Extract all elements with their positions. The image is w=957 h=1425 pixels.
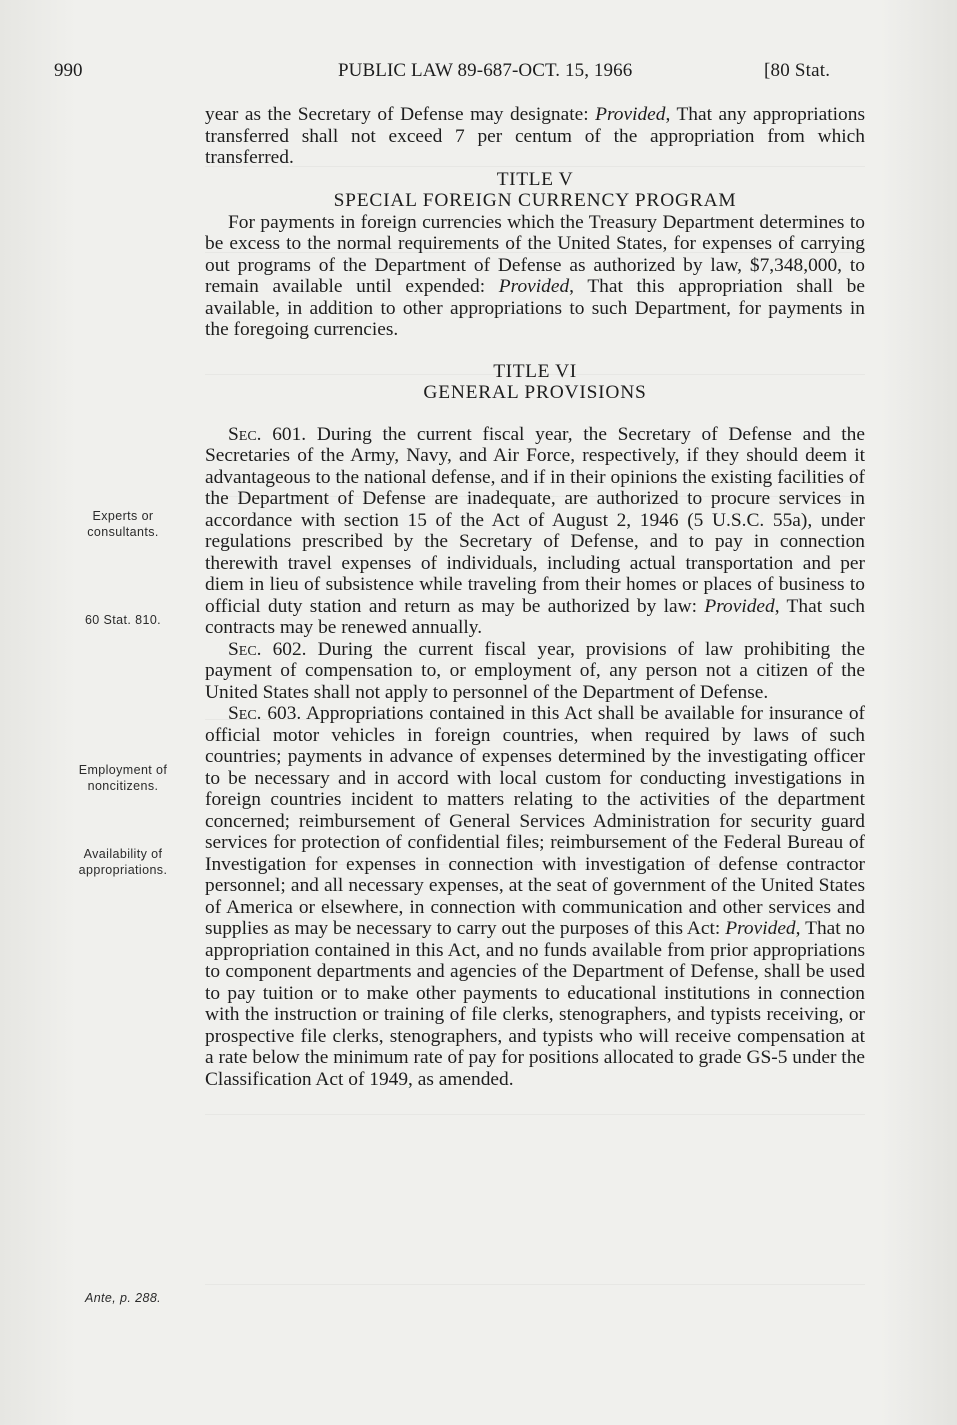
- margin-note-experts: Experts or consultants.: [87, 509, 159, 539]
- statute-reference: [80 Stat.: [764, 60, 831, 81]
- section-602-label: Sec. 602.: [228, 638, 307, 660]
- title-vi-heading: GENERAL PROVISIONS: [423, 382, 647, 403]
- section-603: Sec. 603. Appropriations contained in this Act shall be available for insurance of official motor vehicles in foreign countries, when required by laws of such countries; payments in advance of expenses determined by the investigating officer to be necessary and in accord with local custom for conducting investigations in foreign countries incident to matters relating to the activities of the department concerned; reimbursement of General Services Administration for security guard services for protection of confidential files; reimbursement of the Federal Bureau of Investigation for expenses in connection with investigation of defense contractor personnel; and all necessary expenses, at the seat of government of the United States of America or elsewhere, in connection with communication and other services and supplies as may be necessary to carry out the purposes of this Act: Provided, That no appropriation contained in this Act, and no funds available from prior appropriations to component departments and agencies of the Department of Defense, shall be used to pay tuition or to make other payments to educational institutions in connection with the instruction or training of file clerks, stenographers, and typists receiving, or prospective file clerks, stenographers, and typists who will receive compensation at a rate below the minimum rate of pay for positions allocated to grade GS-5 under the Classification Act of 1949, as amended.: [205, 703, 866, 1090]
- page-number: 990: [54, 60, 83, 81]
- page-header: [0, 60, 957, 90]
- continuation-paragraph: year as the Secretary of Defense may designate: Provided, That any appropriations transferred shall not exceed 7 per centum of the appropriation from which transferred.: [205, 104, 865, 168]
- body-text: [205, 104, 865, 1090]
- margin-note-availability: Availability of appropriations.: [78, 847, 168, 877]
- title-vi-number: TITLE VI: [493, 360, 577, 382]
- title-v-heading: SPECIAL FOREIGN CURRENCY PROGRAM: [333, 190, 737, 211]
- section-601: Sec. 601. During the current fiscal year, the Secretary of Defense and the Secretaries of the Army, Navy, and Air Force, respectively, if they should deem it advantageous to the national defense, and if in their opinions the existing facilities of the Department of Defense are inadequate, are authorized to procure services in accordance with section 15 of the Act of August 2, 1946 (5 U.S.C. 55a), under regulations prescribed by the Secretary of Defense, and to pay in connection therewith travel expenses of individuals, including actual transportation and per diem in lieu of subsistence while traveling from their homes or places of business to official duty station and return as may be authorized by law: Provided, That such contracts may be renewed annually.: [205, 423, 865, 638]
- margin-note-employment: Employment of noncitizens.: [78, 763, 168, 793]
- running-head: PUBLIC LAW 89-687-OCT. 15, 1966: [338, 60, 633, 81]
- title-v-number: TITLE V: [496, 168, 574, 190]
- margin-note-stat-810: 60 Stat. 810.: [84, 613, 162, 627]
- section-602: Sec. 602. During the current fiscal year, provisions of law prohibiting the payment of compensation to, or employment of, any person not a citizen of the United States shall not apply to personnel of the Department of Defense.: [205, 638, 865, 703]
- section-603-label: Sec. 603.: [228, 703, 302, 724]
- title-v-paragraph: For payments in foreign currencies which the Treasury Department determines to be excess to the normal requirements of the United States, for expenses of carrying out programs of the Department of Defense as authorized by law, $7,348,000, to remain available until expended: Provided, That this appropriation shall be available, in addition to other appropriations to such Department, for payments in the foregoing currencies.: [205, 211, 865, 340]
- section-601-label: Sec. 601.: [228, 423, 307, 445]
- margin-note-ante: Ante, p. 288.: [84, 1291, 162, 1305]
